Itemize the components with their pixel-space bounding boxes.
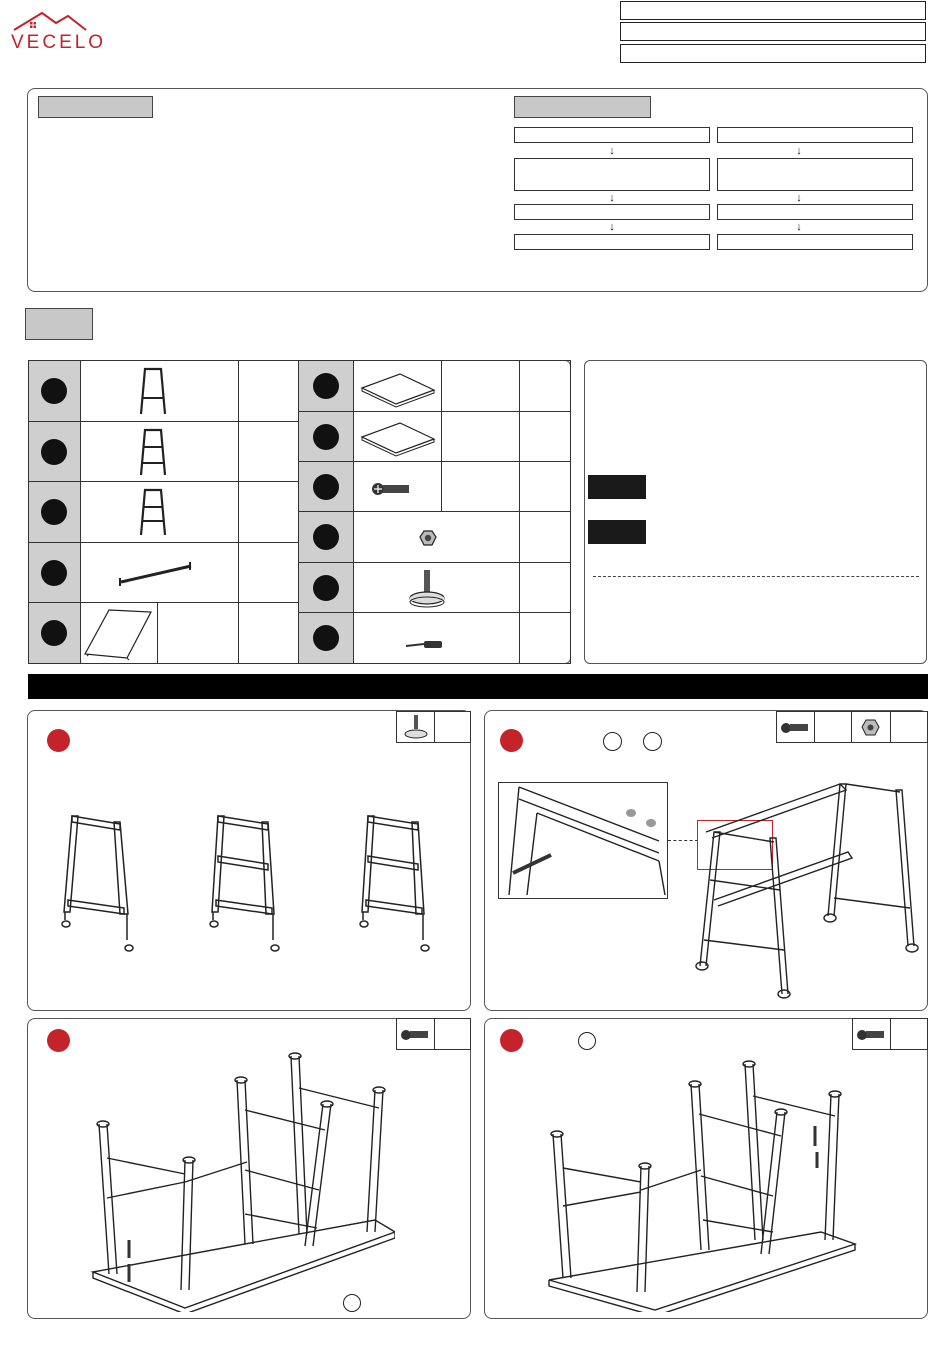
info-field-2 bbox=[620, 22, 926, 41]
part-ref-circle bbox=[343, 1294, 361, 1312]
crossbar-icon bbox=[81, 544, 237, 602]
table-upside-down-illustration bbox=[545, 1056, 875, 1312]
part-number-badge bbox=[313, 373, 339, 399]
part-a-frame-leg bbox=[80, 361, 238, 422]
bracket-plate-icon bbox=[81, 604, 157, 662]
step-3-badge bbox=[47, 1029, 70, 1052]
part-ref-circle bbox=[578, 1032, 596, 1050]
step-2-detail-inset bbox=[498, 782, 668, 899]
a-frame-leg-icon bbox=[81, 362, 237, 420]
house-roof-icon bbox=[8, 8, 128, 52]
flow-right-4 bbox=[717, 234, 913, 250]
parts-section-tab bbox=[25, 308, 93, 340]
flow-arrow-icon: ↓ bbox=[796, 145, 802, 157]
brand-name: VECELO bbox=[11, 32, 107, 52]
nut-icon bbox=[852, 712, 890, 742]
part-number-badge bbox=[41, 560, 67, 586]
flow-right-2 bbox=[717, 158, 913, 191]
table-top-panel-icon bbox=[354, 362, 441, 410]
frame-legs-illustration bbox=[40, 800, 460, 970]
step-1-badge bbox=[47, 729, 70, 752]
intro-right-tab bbox=[514, 96, 651, 118]
step-4-illustration bbox=[545, 1056, 875, 1312]
table-upside-down-illustration bbox=[85, 1050, 395, 1312]
ladder-frame-leg-icon bbox=[81, 423, 237, 481]
bolt-icon bbox=[777, 712, 814, 742]
leveling-foot-icon bbox=[397, 712, 434, 742]
part-ref-circle bbox=[603, 732, 622, 751]
part-ladder-frame-leg bbox=[80, 422, 238, 482]
step-2-badge bbox=[500, 729, 523, 752]
flow-arrow-icon: ↓ bbox=[609, 192, 615, 204]
ladder-frame-leg-icon bbox=[81, 483, 237, 541]
part-table-top-panel bbox=[353, 361, 441, 412]
parts-table-left bbox=[28, 360, 299, 664]
part-bracket-plate bbox=[80, 603, 157, 664]
part-number-badge bbox=[313, 424, 339, 450]
part-number-badge bbox=[41, 620, 67, 646]
flow-right-1 bbox=[717, 127, 913, 143]
notes-label-2 bbox=[588, 520, 646, 544]
part-ladder-frame-leg bbox=[80, 482, 238, 543]
notes-divider bbox=[593, 576, 919, 577]
bolt-icon bbox=[853, 1019, 890, 1049]
nut-icon bbox=[354, 513, 518, 561]
leveling-foot-icon bbox=[354, 564, 518, 612]
part-crossbar bbox=[80, 543, 238, 603]
notes-label-1 bbox=[588, 475, 646, 499]
step-1-illustration bbox=[40, 800, 460, 970]
step-3-hardware bbox=[396, 1018, 471, 1050]
notes-panel bbox=[584, 360, 927, 664]
info-field-3 bbox=[620, 44, 926, 63]
part-number-badge bbox=[41, 439, 67, 465]
flow-left-3 bbox=[514, 204, 710, 220]
part-ref-circle bbox=[643, 732, 662, 751]
flow-arrow-icon: ↓ bbox=[796, 221, 802, 233]
bolt-icon bbox=[354, 463, 441, 511]
part-table-top-panel bbox=[353, 412, 441, 462]
part-number-badge bbox=[41, 378, 67, 404]
part-number-badge bbox=[313, 575, 339, 601]
step-1-hardware bbox=[396, 711, 471, 743]
flow-arrow-icon: ↓ bbox=[609, 145, 615, 157]
step-3-illustration bbox=[85, 1050, 395, 1312]
flow-arrow-icon: ↓ bbox=[796, 192, 802, 204]
step-4-badge bbox=[500, 1029, 523, 1052]
info-field-1 bbox=[620, 1, 926, 20]
part-number-badge bbox=[41, 499, 67, 525]
bolt-detail-illustration bbox=[499, 783, 667, 898]
part-bolt bbox=[353, 462, 441, 512]
frame-assembly-illustration bbox=[670, 780, 926, 1002]
intro-left-tab bbox=[38, 96, 153, 118]
part-leveling-foot bbox=[353, 563, 519, 613]
part-nut bbox=[353, 512, 519, 563]
part-number-badge bbox=[313, 524, 339, 550]
instructions-bar bbox=[28, 674, 928, 699]
bolt-icon bbox=[397, 1019, 434, 1049]
step-2-illustration bbox=[670, 780, 926, 1002]
flow-left-4 bbox=[514, 234, 710, 250]
flow-left-2 bbox=[514, 158, 710, 191]
step-2-hardware bbox=[776, 711, 928, 743]
flow-left-1 bbox=[514, 127, 710, 143]
part-number-badge bbox=[313, 625, 339, 651]
brand-logo bbox=[8, 8, 128, 52]
part-number-badge bbox=[313, 474, 339, 500]
flow-right-3 bbox=[717, 204, 913, 220]
part-screwdriver bbox=[353, 613, 519, 664]
parts-table-right bbox=[298, 360, 571, 664]
screwdriver-icon bbox=[354, 614, 518, 662]
step-4-hardware bbox=[852, 1018, 928, 1050]
flow-arrow-icon: ↓ bbox=[609, 221, 615, 233]
table-top-panel-icon bbox=[354, 413, 441, 461]
